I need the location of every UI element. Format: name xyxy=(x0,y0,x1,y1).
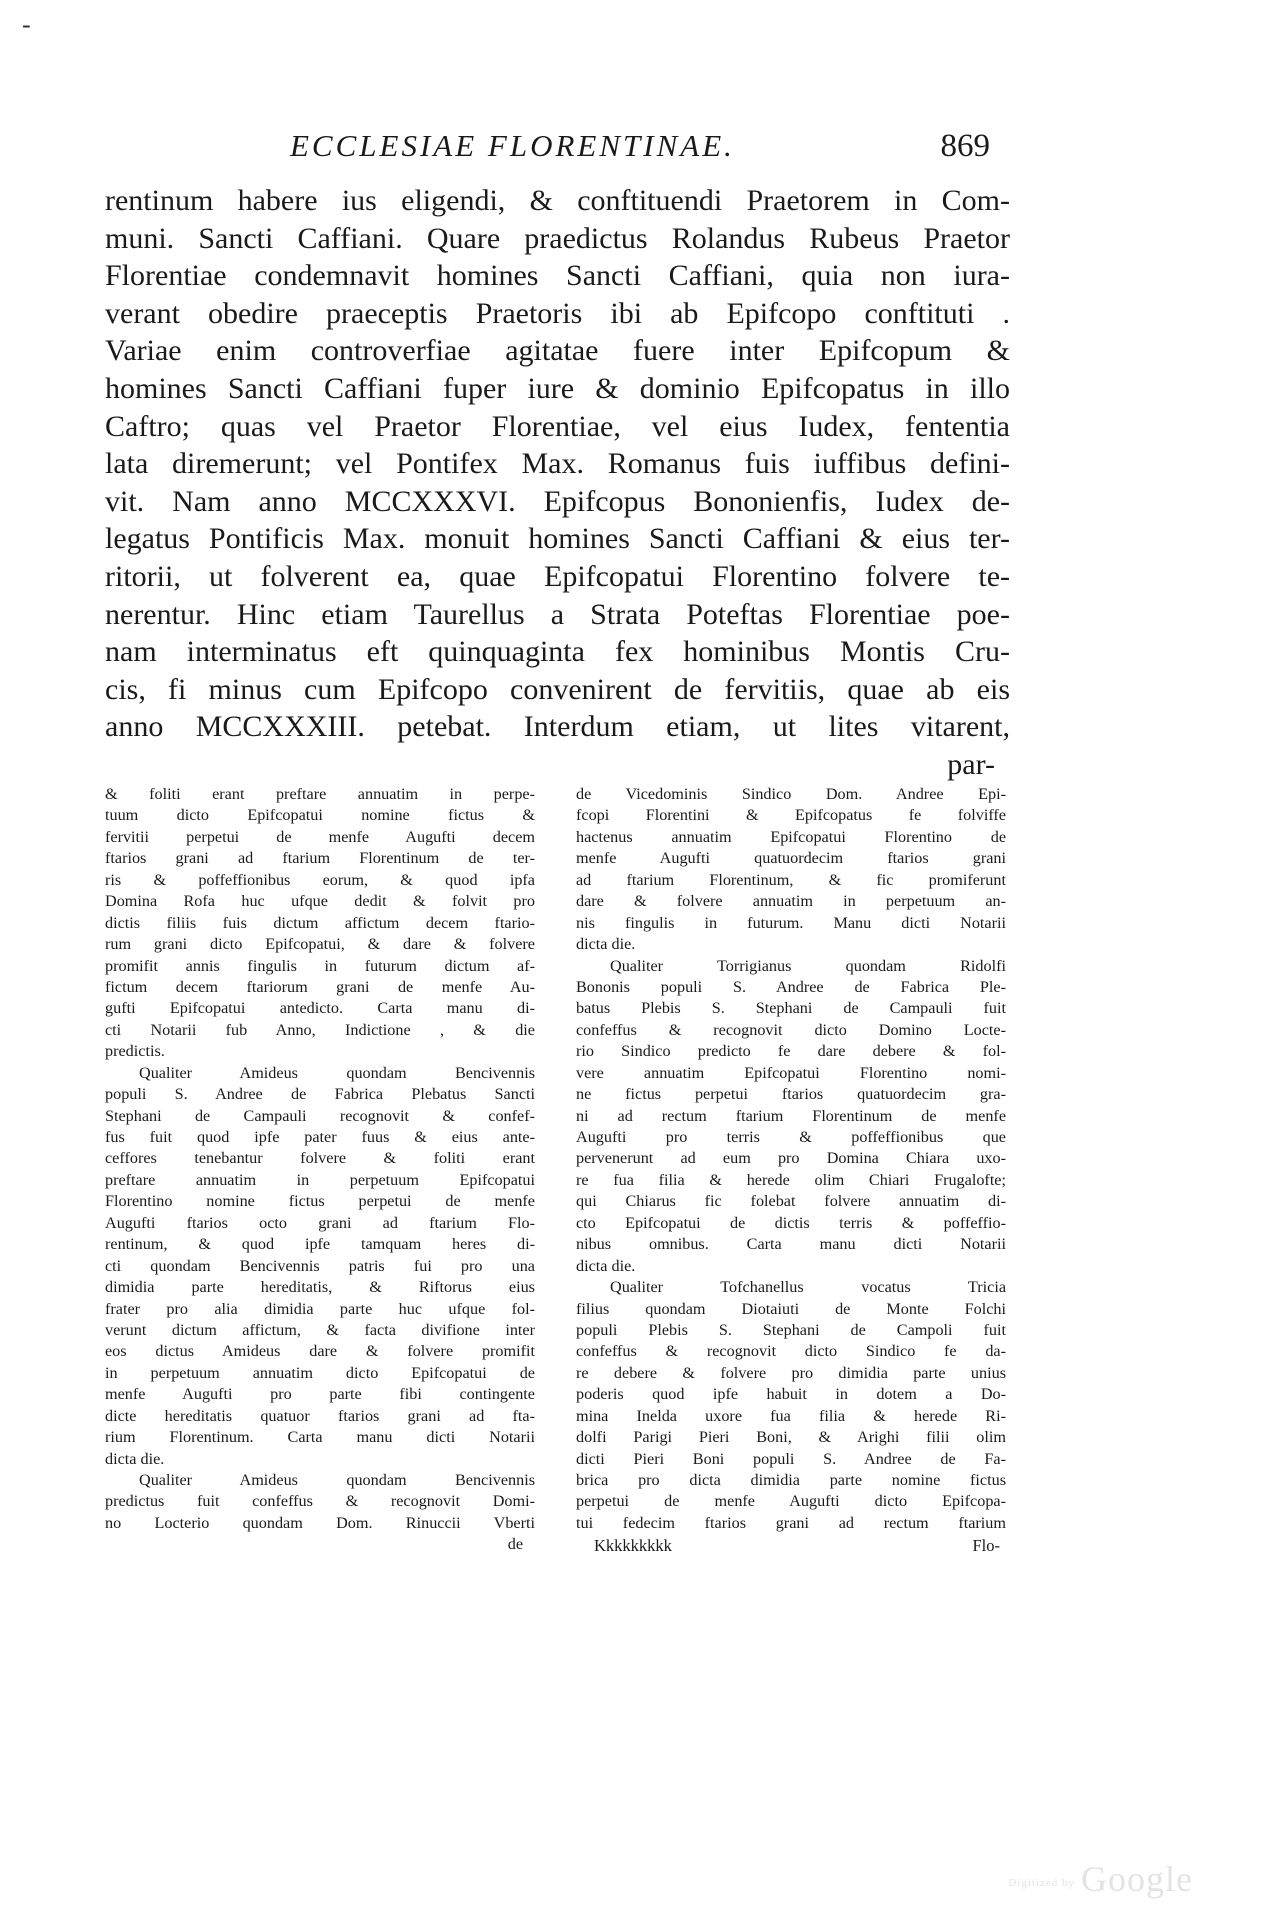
footnote-line: mina Inelda uxore fua filia & herede Ri- xyxy=(576,1406,1006,1425)
footnote-line: rio Sindico predicto fe dare debere & fol- xyxy=(576,1042,1006,1061)
main-text-line: vit. Nam anno MCCXXXVI. Epifcopus Bononienfis, Iudex de- xyxy=(105,484,1010,518)
main-text-line: lata diremerunt; vel Pontifex Max. Romanus fuis iuffibus defini- xyxy=(105,447,1010,481)
main-text-line: rentinum habere ius eligendi, & conftituendi Praetorem in Com- xyxy=(105,184,1010,217)
footnote-line: hactenus annuatim Epifcopatui Florentino de xyxy=(576,827,1006,846)
main-text-line: Variae enim controverfiae agitatae fuere inter Epifcopum & xyxy=(105,334,1010,368)
footnote-line: frater pro alia dimidia parte huc ufque fol- xyxy=(105,1299,535,1318)
footnote-line: dare & folvere annuatim in perpetuum an- xyxy=(576,892,1006,911)
footnote-line: dictis filiis fuis dictum affictum decem ftario- xyxy=(105,913,535,932)
footnote-line: cti Notarii fub Anno, Indictione , & die xyxy=(105,1020,535,1039)
footnote-line: confeffus & recognovit dicto Domino Locte- xyxy=(576,1020,1006,1039)
main-text-line: muni. Sancti Caffiani. Quare praedictus Rolandus Rubeus Praetor xyxy=(105,221,1010,255)
footnote-line: fictum decem ftariorum grani de menfe Au- xyxy=(105,977,535,996)
watermark-brand: Google xyxy=(1081,1859,1193,1899)
footnote-line: promifit annis fingulis in futurum dictum af- xyxy=(105,956,535,975)
footnote-line: fervitii perpetui de menfe Augufti decem xyxy=(105,827,535,846)
footnote-line: qui Chiarus fic folebat folvere annuatim di- xyxy=(576,1192,1006,1211)
footnote-line: brica pro dicta dimidia parte nomine fictus xyxy=(576,1471,1006,1489)
footnote-line: predictus fuit confeffus & recognovit Domi- xyxy=(105,1492,535,1511)
footnote-line: ad ftarium Florentinum, & fic promiferunt xyxy=(576,870,1006,889)
footnote-line: nibus omnibus. Carta manu dicti Notarii xyxy=(576,1235,1006,1254)
footnote-line: menfe Augufti pro parte fibi contingente xyxy=(105,1385,535,1404)
footnote-line: cto Epifcopatui de dictis terris & poffeffio- xyxy=(576,1213,1006,1232)
signature-row xyxy=(576,1534,1006,1558)
footnote-line: dicti Pieri Boni populi S. Andree de Fa- xyxy=(576,1449,1006,1468)
footnote-line: tui fedecim ftarios grani ad rectum ftarium xyxy=(576,1513,1006,1532)
footnote-line: fcopi Florentini & Epifcopatus fe folviffe xyxy=(576,806,1006,825)
footnote-line: tuum dicto Epifcopatui nomine fictus & xyxy=(105,806,535,825)
footnote-line: rentinum, & quod ipfe tamquam heres di- xyxy=(105,1235,535,1254)
footnote-line: Augufti pro terris & poffeffionibus que xyxy=(576,1128,1006,1146)
main-text-line: nam interminatus eft quinquaginta fex hominibus Montis Cru- xyxy=(105,635,1010,669)
footnote-line: re debere & folvere pro dimidia parte unius xyxy=(576,1363,1006,1382)
footnote-line: ni ad rectum ftarium Florentinum de menfe xyxy=(576,1106,1006,1125)
footnote-line: re fua filia & herede olim Chiari Frugalofte; xyxy=(576,1170,1006,1189)
main-text-line: homines Sancti Caffiani fuper iure & dominio Epifcopatus in illo xyxy=(105,371,1010,405)
corner-mark: - xyxy=(22,10,31,39)
left-catchword: de xyxy=(507,1535,523,1554)
footnote-line: ftarios grani ad ftarium Florentinum de ter- xyxy=(105,849,535,868)
main-text-line: Florentiae condemnavit homines Sancti Caffiani, quia non iura- xyxy=(105,259,1010,293)
footnote-line: in perpetuum annuatim dicto Epifcopatui de xyxy=(105,1363,535,1382)
footnote-line: perpetui de menfe Augufti dicto Epifcopa- xyxy=(576,1492,1006,1511)
footnote-line: Qualiter Torrigianus quondam Ridolfi xyxy=(610,956,1006,975)
main-text-block xyxy=(105,182,1010,784)
footnote-line: batus Plebis S. Stephani de Campauli fuit xyxy=(576,999,1006,1018)
main-text-line: nerentur. Hinc etiam Taurellus a Strata Poteftas Florentiae poe- xyxy=(105,597,1010,631)
footnote-line: Domina Rofa huc ufque dedit & folvit pro xyxy=(105,892,535,911)
digitized-watermark xyxy=(1008,1858,1193,1900)
footnote-line: ne fictus perpetui ftarios quatuordecim gra- xyxy=(576,1085,1006,1104)
footnote-line: ceffores tenebantur folvere & foliti erant xyxy=(105,1149,535,1168)
main-text-line: verant obedire praeceptis Praetoris ibi ab Epifcopo conftituti . xyxy=(105,296,1010,330)
footnote-column-right xyxy=(576,784,1006,1558)
footnote-line: populi Plebis S. Stephani de Campoli fuit xyxy=(576,1320,1006,1339)
main-text-line: ritorii, ut folverent ea, quae Epifcopatui Florentino folvere te- xyxy=(105,559,1010,593)
footnote-line: gufti Epifcopatui antedicto. Carta manu di- xyxy=(105,999,535,1018)
footnote-line: Qualiter Tofchanellus vocatus Tricia xyxy=(610,1278,1006,1297)
footnote-line: Augufti ftarios octo grani ad ftarium Flo- xyxy=(105,1213,535,1232)
footnote-line: pervenerunt ad eum pro Domina Chiara uxo- xyxy=(576,1149,1006,1168)
footnote-line: verunt dictum affictum, & facta divifione inter xyxy=(105,1320,535,1339)
footnote-line: fus fuit quod ipfe pater fuus & eius ante- xyxy=(105,1128,535,1146)
footnote-line: rum grani dicto Epifcopatui, & dare & folvere xyxy=(105,935,535,954)
main-text-line: Caftro; quas vel Praetor Florentiae, vel eius Iudex, fententia xyxy=(105,409,1010,443)
footnote-line: de Vicedominis Sindico Dom. Andree Epi- xyxy=(576,785,1006,803)
footnote-line: Qualiter Amideus quondam Bencivennis xyxy=(139,1063,535,1082)
footnote-line: predictis. xyxy=(105,1042,165,1061)
running-head xyxy=(290,128,1010,174)
footnote-line: preftare annuatim in perpetuum Epifcopatui xyxy=(105,1170,535,1189)
footnote-line: eos dictus Amideus dare & folvere promifit xyxy=(105,1342,535,1361)
footnote-line: rium Florentinum. Carta manu dicti Notarii xyxy=(105,1428,535,1447)
footnote-line: dicte hereditatis quatuor ftarios grani ad fta- xyxy=(105,1406,535,1425)
main-text-line: anno MCCXXXIII. petebat. Interdum etiam, ut lites vitarent, xyxy=(105,710,1010,744)
footnote-line: populi S. Andree de Fabrica Plebatus Sancti xyxy=(105,1085,535,1104)
footnote-line: Stephani de Campauli recognovit & confef- xyxy=(105,1106,535,1125)
footnote-line: nis fingulis in futurum. Manu dicti Notarii xyxy=(576,913,1006,932)
footnote-line: poderis quod ipfe habuit in dotem a Do- xyxy=(576,1385,1006,1404)
footnote-line: & foliti erant preftare annuatim in perpe- xyxy=(105,785,535,803)
main-catchword: par- xyxy=(947,747,995,781)
footnote-line: Qualiter Amideus quondam Bencivennis xyxy=(139,1471,535,1489)
main-text-line: cis, fi minus cum Epifcopo convenirent de fervitiis, quae ab eis xyxy=(105,672,1010,706)
main-text-line: legatus Pontificis Max. monuit homines Sancti Caffiani & eius ter- xyxy=(105,522,1010,556)
signature-mark: Kkkkkkkkk xyxy=(594,1536,672,1556)
footnote-line: dicta die. xyxy=(576,1256,636,1275)
footnote-line: filius quondam Diotaiuti de Monte Folchi xyxy=(576,1299,1006,1318)
page-number: 869 xyxy=(940,128,990,164)
footnote-line: cti quondam Bencivennis patris fui pro una xyxy=(105,1256,535,1275)
footnote-line: dolfi Parigi Pieri Boni, & Arighi filii olim xyxy=(576,1428,1006,1447)
footnote-line: no Locterio quondam Dom. Rinuccii Vberti xyxy=(105,1513,535,1532)
footnote-line: menfe Augufti quatuordecim ftarios grani xyxy=(576,849,1006,868)
footnote-line: confeffus & recognovit dicto Sindico fe da- xyxy=(576,1342,1006,1361)
watermark-prefix: Digitized by xyxy=(1008,1876,1076,1889)
footnote-line: dimidia parte hereditatis, & Riftorus eius xyxy=(105,1278,535,1297)
footnote-line: dicta die. xyxy=(576,935,636,954)
footnote-line: Florentino nomine fictus perpetui de menfe xyxy=(105,1192,535,1211)
footnote-column-left xyxy=(105,784,535,1556)
footnote-line: vere annuatim Epifcopatui Florentino nomi- xyxy=(576,1063,1006,1082)
footnote-line: ris & poffeffionibus eorum, & quod ipfa xyxy=(105,870,535,889)
running-title: ECCLESIAE FLORENTINAE. xyxy=(290,128,735,163)
footnote-line: dicta die. xyxy=(105,1449,165,1468)
right-catchword: Flo- xyxy=(972,1536,1000,1556)
footnote-line: Bononis populi S. Andree de Fabrica Ple- xyxy=(576,977,1006,996)
